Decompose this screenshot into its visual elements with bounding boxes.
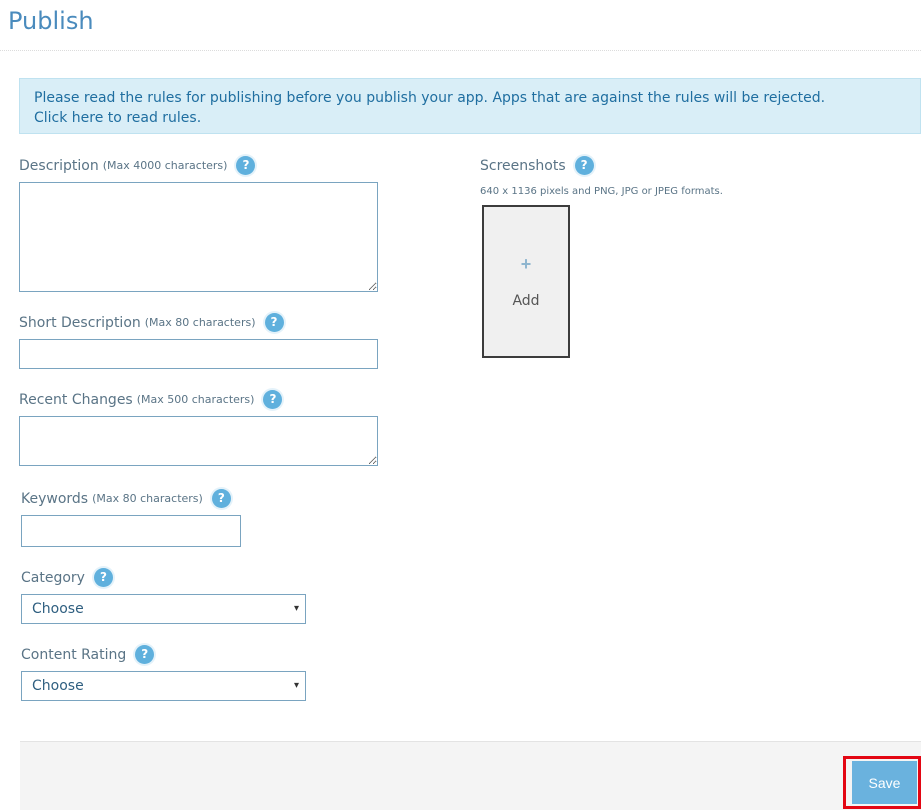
category-label bbox=[21, 568, 113, 587]
short-description-field[interactable] bbox=[19, 339, 378, 369]
rules-notice bbox=[19, 78, 921, 134]
content-rating-label bbox=[21, 645, 154, 664]
page-title: Publish bbox=[8, 7, 94, 35]
rules-notice-text: Please read the rules for publishing before you publish your app. Apps that are against the rules will be rejected. bbox=[34, 90, 826, 106]
content-rating-selected-value: Choose bbox=[32, 678, 84, 694]
keywords-field[interactable] bbox=[21, 515, 241, 547]
category-select[interactable] bbox=[21, 594, 306, 624]
short-description-label bbox=[19, 313, 284, 332]
keywords-label bbox=[21, 489, 231, 508]
content-rating-help-icon[interactable]: ? bbox=[135, 645, 154, 664]
keywords-hint: (Max 80 characters) bbox=[92, 492, 203, 505]
short-description-label-text: Short Description bbox=[19, 314, 141, 331]
content-rating-select[interactable] bbox=[21, 671, 306, 701]
screenshots-label bbox=[480, 156, 594, 175]
recent-changes-label bbox=[19, 390, 282, 409]
read-rules-link[interactable]: Click here to read rules. bbox=[34, 110, 202, 126]
description-help-icon[interactable]: ? bbox=[236, 156, 255, 175]
screenshots-requirements: 640 x 1136 pixels and PNG, JPG or JPEG formats. bbox=[480, 186, 723, 197]
plus-icon: + bbox=[520, 254, 532, 274]
description-label-text: Description bbox=[19, 157, 99, 174]
short-description-help-icon[interactable]: ? bbox=[265, 313, 284, 332]
screenshots-label-text: Screenshots bbox=[480, 157, 566, 174]
chevron-down-icon: ▾ bbox=[293, 680, 299, 691]
chevron-down-icon: ▾ bbox=[293, 603, 299, 614]
form-footer bbox=[20, 741, 921, 810]
short-description-hint: (Max 80 characters) bbox=[144, 316, 256, 329]
recent-changes-field[interactable] bbox=[19, 416, 378, 466]
screenshots-help-icon[interactable]: ? bbox=[575, 156, 594, 175]
category-label-text: Category bbox=[21, 569, 85, 586]
description-hint: (Max 4000 characters) bbox=[102, 159, 228, 172]
add-screenshot-label: Add bbox=[512, 293, 540, 309]
description-label bbox=[19, 156, 255, 175]
description-field[interactable] bbox=[19, 182, 378, 292]
save-button[interactable]: Save bbox=[852, 761, 917, 804]
keywords-help-icon[interactable]: ? bbox=[212, 489, 231, 508]
keywords-label-text: Keywords bbox=[21, 490, 89, 507]
recent-changes-hint: (Max 500 characters) bbox=[136, 393, 255, 406]
add-screenshot-button[interactable] bbox=[482, 205, 570, 358]
title-divider bbox=[0, 50, 921, 51]
category-help-icon[interactable]: ? bbox=[94, 568, 113, 587]
category-selected-value: Choose bbox=[32, 601, 84, 617]
content-rating-label-text: Content Rating bbox=[21, 646, 127, 663]
recent-changes-label-text: Recent Changes bbox=[19, 391, 133, 408]
recent-changes-help-icon[interactable]: ? bbox=[263, 390, 282, 409]
